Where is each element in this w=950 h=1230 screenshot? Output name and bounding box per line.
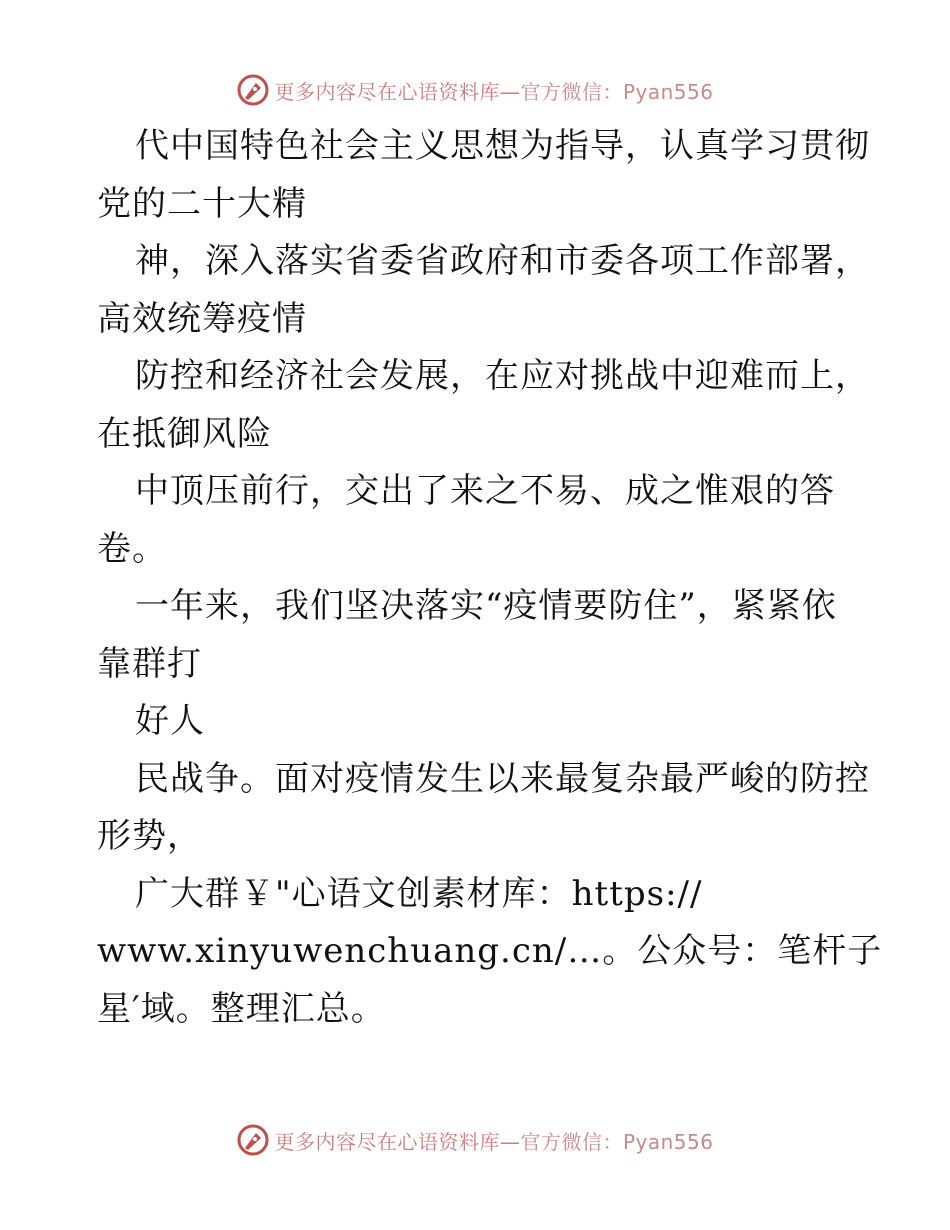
- body-line: 高效统筹疫情: [97, 298, 307, 339]
- body-line: 广大群￥"心语文创素材库：https://: [135, 873, 703, 914]
- header-banner-text: [274, 76, 713, 105]
- body-line: 一年来，我们坚决落实“疫情要防住”，紧紧依: [135, 586, 837, 626]
- body-line: 代中国特色社会主义思想为指导，认真学习贯彻: [135, 126, 870, 166]
- pen-nib-logo-icon: [236, 73, 270, 107]
- body-line: 民战争。面对疫情发生以来最复杂最严峻的防控: [135, 758, 870, 799]
- body-line: 靠群打: [97, 643, 202, 684]
- wechat-contact: 官方微信：Pyan556: [520, 79, 714, 104]
- banner-dash: —: [499, 79, 521, 104]
- body-line: 党的二十大精: [97, 183, 307, 224]
- site-name: 更多内容尽在心语资料库: [274, 1129, 500, 1154]
- body-line: 形势，: [97, 816, 202, 856]
- body-line: 卷。: [97, 528, 167, 569]
- body-line: 中顶压前行，交出了来之不易、成之惟艰的答: [135, 471, 835, 511]
- pen-nib-logo-icon: [236, 1123, 270, 1157]
- body-line: 防控和经济社会发展，在应对挑战中迎难而上，: [135, 356, 870, 396]
- body-line: 在抵御风险: [97, 413, 272, 454]
- body-line: 星′域。整理汇总。: [97, 988, 386, 1029]
- site-name: 更多内容尽在心语资料库: [274, 79, 500, 104]
- wechat-contact: 官方微信：Pyan556: [520, 1129, 714, 1154]
- footer-banner-text: [274, 1126, 713, 1155]
- footer-banner: [0, 1120, 950, 1160]
- document-body: [97, 118, 883, 1038]
- body-line: 神，深入落实省委省政府和市委各项工作部署，: [135, 241, 870, 281]
- banner-dash: —: [499, 1129, 521, 1154]
- header-banner: [0, 70, 950, 110]
- body-line: 好人: [135, 701, 205, 741]
- body-line: www.xinyuwenchuang.cn/…。公众号：笔杆子: [97, 931, 883, 971]
